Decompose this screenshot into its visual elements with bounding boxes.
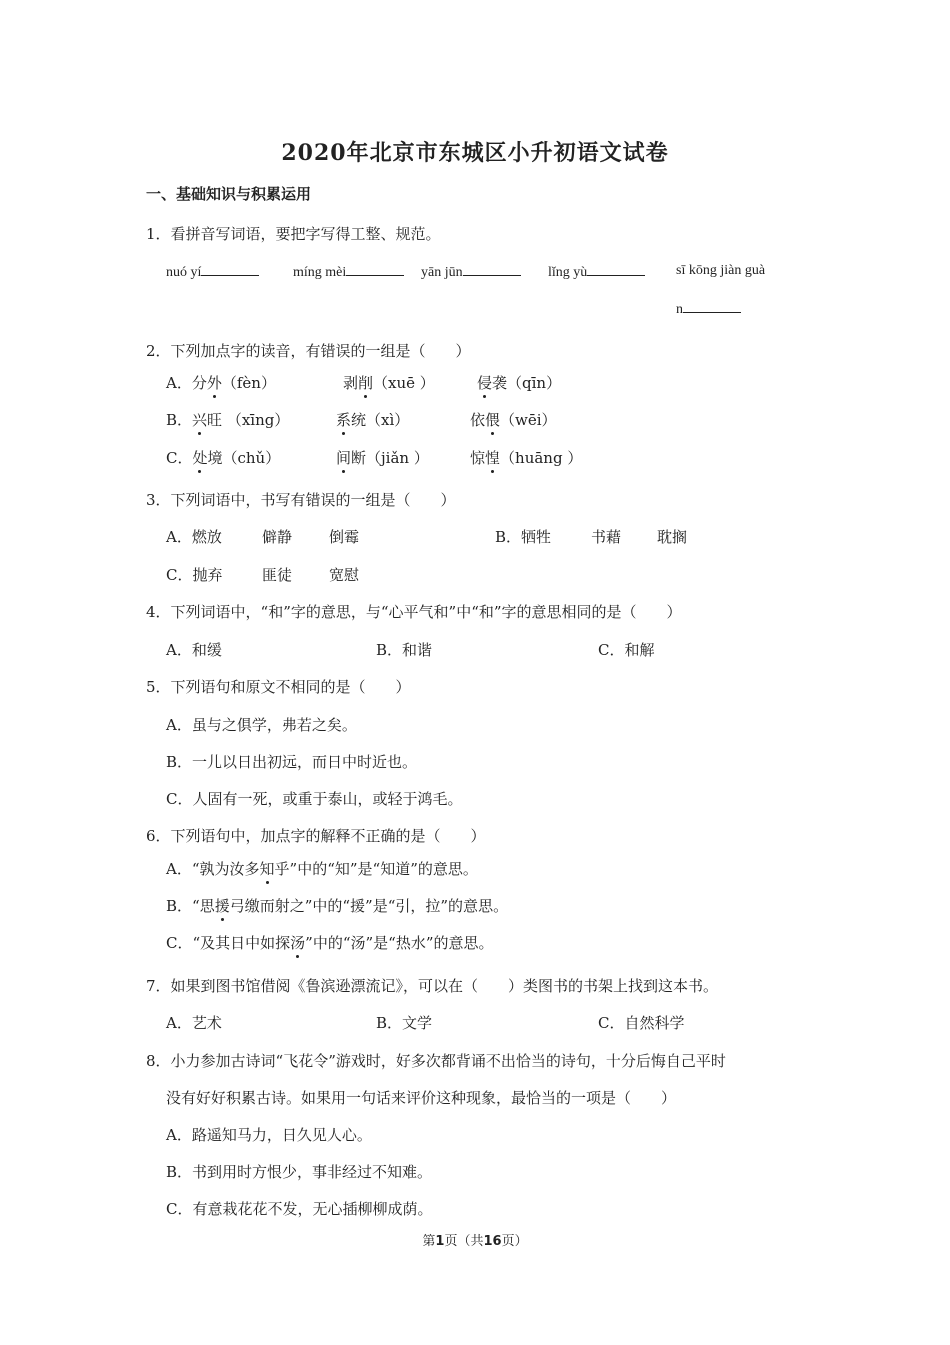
q7-option-a: A．艺术: [166, 1014, 222, 1032]
q2-option-b-2: 系统（xì）: [336, 411, 410, 429]
question-7-stem: 7．如果到图书馆借阅《鲁滨逊漂流记》，可以在（ ）类图书的书架上找到这本书。: [146, 977, 719, 995]
q8-option-b: B．书到用时方恨少，事非经过不知难。: [166, 1163, 433, 1181]
q5-option-a: A．虽与之俱学，弗若之矣。: [166, 716, 357, 734]
section-heading: 一、基础知识与积累运用: [146, 185, 312, 203]
answer-blank[interactable]: [346, 263, 404, 276]
question-3-stem: 3．下列词语中，书写有错误的一组是（ ）: [146, 491, 456, 509]
q3-option-b-2: 书藉: [591, 528, 622, 546]
answer-blank[interactable]: [683, 300, 741, 313]
q8-option-a: A．路遥知马力，日久见人心。: [166, 1126, 372, 1144]
q3-option-c-3: 宽慰: [329, 566, 360, 584]
question-2-stem: 2．下列加点字的读音，有错误的一组是（ ）: [146, 342, 471, 360]
answer-blank[interactable]: [587, 263, 645, 276]
question-6-stem: 6．下列语句中，加点字的解释不正确的是（ ）: [146, 827, 486, 845]
question-4-stem: 4．下列词语中，“和”字的意思，与“心平气和”中“和”字的意思相同的是（ ）: [146, 603, 682, 621]
answer-blank[interactable]: [463, 263, 521, 276]
q3-option-a-2: 僻静: [262, 528, 293, 546]
q2-option-c-3: 惊惶（huāng ）: [470, 449, 583, 467]
pinyin-item-5: sī kōng jiàn guà: [676, 263, 766, 278]
question-1-stem: 1．看拼音写词语，要把字写得工整、规范。: [146, 225, 441, 243]
q4-option-a: A．和缓: [166, 641, 222, 659]
q5-option-b: B．一儿以日出初远，而日中时近也。: [166, 753, 418, 771]
pinyin-item-5-cont: n: [676, 300, 741, 318]
question-8-stem-line1: 8．小力参加古诗词“飞花令”游戏时，好多次都背诵不出恰当的诗句，十分后悔自己平时: [146, 1052, 726, 1070]
q7-option-c: C．自然科学: [598, 1014, 685, 1032]
q2-option-b-3: 依偎（wēi）: [470, 411, 557, 429]
question-5-stem: 5．下列语句和原文不相同的是（ ）: [146, 678, 411, 696]
q5-option-c: C．人固有一死，或重于泰山，或轻于鸿毛。: [166, 790, 463, 808]
pinyin-item-3: yān jūn: [421, 263, 521, 281]
page-title: 2020年北京市东城区小升初语文试卷: [281, 140, 669, 166]
q3-option-a-1: A．燃放: [166, 528, 222, 546]
page-number: 1: [435, 1234, 445, 1249]
q2-option-c-2: 间断（jiǎn ）: [336, 449, 429, 467]
q2-option-c-1: C．处境（chǔ）: [166, 449, 281, 467]
q4-option-c: C．和解: [598, 641, 655, 659]
page-footer: 第1页（共16页）: [422, 1234, 528, 1249]
q3-option-c-2: 匪徒: [262, 566, 293, 584]
q3-option-c-1: C．抛弃: [166, 566, 223, 584]
pinyin-item-4: lǐng yù: [548, 263, 645, 281]
q2-option-b-1: B．兴旺 （xīng）: [166, 411, 290, 429]
q4-option-b: B．和谐: [376, 641, 433, 659]
pinyin-item-1: nuó yí: [166, 263, 259, 281]
page-total: 16: [483, 1234, 502, 1249]
q7-option-b: B．文学: [376, 1014, 433, 1032]
q2-option-a-1: A．分外（fèn）: [166, 374, 276, 392]
q2-option-a-3: 侵袭（qīn）: [477, 374, 562, 392]
q6-option-c: C．“及其日中如探汤”中的“汤”是“热水”的意思。: [166, 934, 494, 952]
question-8-stem-line2: 没有好好积累古诗。如果用一句话来评价这种现象，最恰当的一项是（ ）: [166, 1089, 677, 1107]
q2-option-a-2: 剥削（xuē ）: [343, 374, 435, 392]
pinyin-item-2: míng mèi: [293, 263, 404, 281]
q3-option-a-3: 倒霉: [329, 528, 360, 546]
q8-option-c: C．有意栽花花不发，无心插柳柳成荫。: [166, 1200, 433, 1218]
answer-blank[interactable]: [201, 263, 259, 276]
q6-option-b: B．“思援弓缴而射之”中的“援”是“引，拉”的意思。: [166, 897, 509, 915]
q3-option-b-1: B．牺牲: [495, 528, 552, 546]
q6-option-a: A．“孰为汝多知乎”中的“知”是“知道”的意思。: [166, 860, 478, 878]
q3-option-b-3: 耽搁: [657, 528, 688, 546]
